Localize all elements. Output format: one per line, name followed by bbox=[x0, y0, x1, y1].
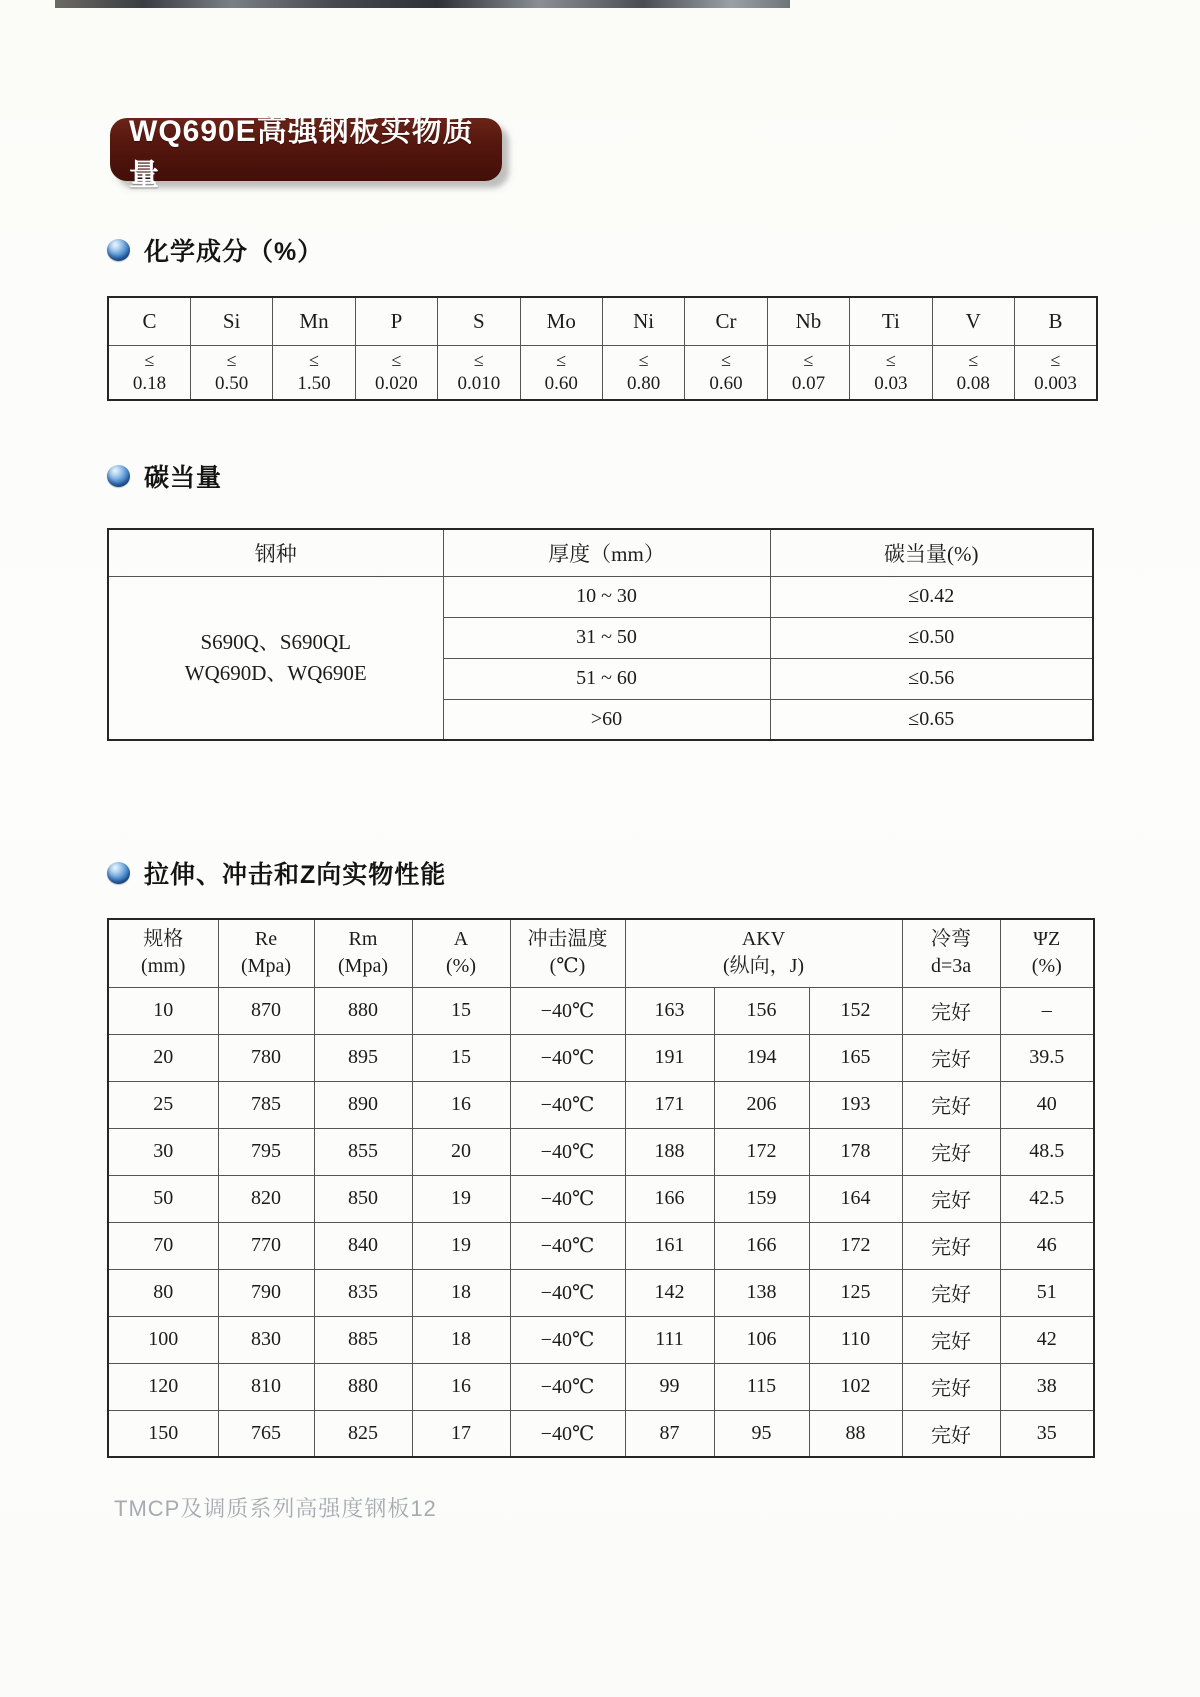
cell: −40℃ bbox=[510, 1081, 625, 1128]
cell: 171 bbox=[625, 1081, 714, 1128]
cev-cell: ≤0.56 bbox=[770, 658, 1093, 699]
cell: −40℃ bbox=[510, 1222, 625, 1269]
element-symbol: Ti bbox=[850, 297, 932, 345]
header-line: 规格 bbox=[143, 928, 184, 951]
cell: 855 bbox=[314, 1128, 412, 1175]
table-row bbox=[108, 1175, 1094, 1222]
cell: 825 bbox=[314, 1410, 412, 1457]
limit-value: 0.003 bbox=[1034, 372, 1077, 394]
table-header-row bbox=[108, 919, 1094, 987]
cell: 42 bbox=[1000, 1316, 1094, 1363]
cell: 100 bbox=[108, 1316, 218, 1363]
leq-symbol: ≤ bbox=[803, 350, 814, 371]
cell: 790 bbox=[218, 1269, 314, 1316]
leq-symbol: ≤ bbox=[309, 350, 319, 371]
element-symbol: Mn bbox=[273, 297, 355, 345]
cell: 87 bbox=[625, 1410, 714, 1457]
element-symbol: Nb bbox=[767, 297, 849, 345]
column-header bbox=[510, 919, 625, 987]
cell: 40 bbox=[1000, 1081, 1094, 1128]
limit-value: 1.50 bbox=[297, 372, 331, 394]
element-symbol: P bbox=[355, 297, 437, 345]
leq-symbol: ≤ bbox=[1050, 350, 1061, 371]
table-row bbox=[108, 1034, 1094, 1081]
table-header-row bbox=[108, 297, 1097, 345]
cell: 164 bbox=[809, 1175, 902, 1222]
cell: 810 bbox=[218, 1363, 314, 1410]
limit-value: 0.18 bbox=[132, 372, 167, 394]
cev-cell: ≤0.50 bbox=[770, 617, 1093, 658]
cell: 795 bbox=[218, 1128, 314, 1175]
header-line: Re bbox=[254, 928, 278, 951]
cell: −40℃ bbox=[510, 1175, 625, 1222]
limit-value: 0.010 bbox=[457, 372, 501, 394]
leq-symbol: ≤ bbox=[556, 350, 567, 371]
limit-cell bbox=[273, 345, 355, 400]
cell: 完好 bbox=[902, 1222, 1000, 1269]
header-line: (%) bbox=[1031, 955, 1062, 978]
table-row bbox=[108, 1128, 1094, 1175]
column-header: 钢种 bbox=[108, 529, 443, 576]
leq-symbol: ≤ bbox=[968, 350, 979, 371]
cell: 163 bbox=[625, 987, 714, 1034]
limit-cell bbox=[602, 345, 684, 400]
limit-value: 0.07 bbox=[791, 372, 826, 394]
cell: 770 bbox=[218, 1222, 314, 1269]
column-header bbox=[1000, 919, 1094, 987]
blue-sphere-bullet-icon bbox=[107, 239, 130, 261]
cell: 完好 bbox=[902, 1175, 1000, 1222]
cell: 51 bbox=[1000, 1269, 1094, 1316]
steel-grades-line: WQ690D、WQ690E bbox=[184, 660, 367, 685]
limit-cell bbox=[520, 345, 602, 400]
page-edge-scan-strip bbox=[55, 0, 790, 8]
cell: 830 bbox=[218, 1316, 314, 1363]
cell: 50 bbox=[108, 1175, 218, 1222]
header-line: (mm) bbox=[141, 955, 186, 978]
header-line: 冷弯 bbox=[931, 928, 972, 951]
table-row bbox=[108, 1269, 1094, 1316]
steel-grades-cell bbox=[108, 576, 443, 740]
cell: 39.5 bbox=[1000, 1034, 1094, 1081]
header-line: (纵向，J) bbox=[722, 955, 805, 978]
leq-symbol: ≤ bbox=[721, 350, 731, 371]
section-title-carbon-equivalent: 碳当量 bbox=[144, 464, 223, 492]
cell: 820 bbox=[218, 1175, 314, 1222]
header-line: (Mpa) bbox=[241, 955, 291, 978]
cell: 885 bbox=[314, 1316, 412, 1363]
cell: 110 bbox=[809, 1316, 902, 1363]
header-line: 冲击温度 bbox=[527, 928, 608, 951]
section-header-carbon-equivalent bbox=[107, 458, 222, 494]
element-symbol: S bbox=[438, 297, 520, 345]
header-line: Rm bbox=[348, 928, 378, 951]
cell: 95 bbox=[714, 1410, 809, 1457]
cell: 35 bbox=[1000, 1410, 1094, 1457]
column-header bbox=[412, 919, 510, 987]
cell: 165 bbox=[809, 1034, 902, 1081]
leq-symbol: ≤ bbox=[226, 350, 237, 371]
cell: 880 bbox=[314, 987, 412, 1034]
limit-cell bbox=[932, 345, 1014, 400]
cell: 880 bbox=[314, 1363, 412, 1410]
cev-cell: ≤0.42 bbox=[770, 576, 1093, 617]
header-line: (℃) bbox=[549, 955, 586, 978]
section-title-chemistry: 化学成分（%） bbox=[144, 238, 324, 266]
cell: 161 bbox=[625, 1222, 714, 1269]
column-header bbox=[314, 919, 412, 987]
cell: 115 bbox=[714, 1363, 809, 1410]
header-line: d=3a bbox=[930, 955, 972, 978]
section-header-mechanical bbox=[107, 855, 446, 891]
cell: 785 bbox=[218, 1081, 314, 1128]
title-banner bbox=[110, 114, 502, 192]
limit-cell bbox=[438, 345, 520, 400]
cell: 106 bbox=[714, 1316, 809, 1363]
cell: 15 bbox=[412, 987, 510, 1034]
limit-cell bbox=[850, 345, 932, 400]
cell: 10 bbox=[108, 987, 218, 1034]
cell: 完好 bbox=[902, 1269, 1000, 1316]
element-symbol: C bbox=[108, 297, 190, 345]
table-row bbox=[108, 1222, 1094, 1269]
cell: 840 bbox=[314, 1222, 412, 1269]
cell: 120 bbox=[108, 1363, 218, 1410]
cell: 完好 bbox=[902, 987, 1000, 1034]
header-line: AKV bbox=[741, 928, 786, 951]
cell: 166 bbox=[714, 1222, 809, 1269]
element-symbol: Ni bbox=[602, 297, 684, 345]
leq-symbol: ≤ bbox=[391, 350, 402, 371]
cell: 19 bbox=[412, 1175, 510, 1222]
cell: 16 bbox=[412, 1081, 510, 1128]
cell: 150 bbox=[108, 1410, 218, 1457]
cell: 完好 bbox=[902, 1128, 1000, 1175]
cell: 完好 bbox=[902, 1034, 1000, 1081]
cell: 125 bbox=[809, 1269, 902, 1316]
cell: 完好 bbox=[902, 1410, 1000, 1457]
cell: 完好 bbox=[902, 1316, 1000, 1363]
column-header bbox=[902, 919, 1000, 987]
element-symbol: Cr bbox=[685, 297, 767, 345]
cell: 895 bbox=[314, 1034, 412, 1081]
cell: 18 bbox=[412, 1316, 510, 1363]
table-row bbox=[108, 987, 1094, 1034]
column-header: 碳当量(%) bbox=[770, 529, 1093, 576]
cell: 16 bbox=[412, 1363, 510, 1410]
limit-value: 0.80 bbox=[627, 372, 661, 394]
limit-value: 0.020 bbox=[375, 372, 418, 394]
limit-value: 0.50 bbox=[214, 372, 249, 394]
section-header-chemistry bbox=[107, 232, 323, 268]
column-header: 厚度（mm） bbox=[443, 529, 770, 576]
thickness-cell: >60 bbox=[443, 699, 770, 740]
blue-sphere-bullet-icon bbox=[107, 862, 130, 884]
cell: 765 bbox=[218, 1410, 314, 1457]
element-symbol: Si bbox=[190, 297, 272, 345]
cell: 102 bbox=[809, 1363, 902, 1410]
limit-cell bbox=[190, 345, 272, 400]
cev-cell: ≤0.65 bbox=[770, 699, 1093, 740]
limit-value: 0.08 bbox=[956, 372, 990, 394]
cell: −40℃ bbox=[510, 1128, 625, 1175]
cell: 111 bbox=[625, 1316, 714, 1363]
leq-symbol: ≤ bbox=[144, 350, 155, 371]
cell: 870 bbox=[218, 987, 314, 1034]
cell: 15 bbox=[412, 1034, 510, 1081]
cell: 38 bbox=[1000, 1363, 1094, 1410]
cell: 206 bbox=[714, 1081, 809, 1128]
limit-cell bbox=[1014, 345, 1097, 400]
cell: 20 bbox=[108, 1034, 218, 1081]
cell: 172 bbox=[809, 1222, 902, 1269]
cell: 890 bbox=[314, 1081, 412, 1128]
cell: 850 bbox=[314, 1175, 412, 1222]
page-title: WQ690E高强钢板实物质量 bbox=[129, 114, 474, 192]
table-row bbox=[108, 1410, 1094, 1457]
column-header bbox=[108, 919, 218, 987]
cell: −40℃ bbox=[510, 1269, 625, 1316]
cell: −40℃ bbox=[510, 1410, 625, 1457]
cell: −40℃ bbox=[510, 1316, 625, 1363]
cell: 142 bbox=[625, 1269, 714, 1316]
cell: −40℃ bbox=[510, 1363, 625, 1410]
cell: 99 bbox=[625, 1363, 714, 1410]
limit-cell bbox=[685, 345, 767, 400]
limit-value: 0.60 bbox=[544, 372, 578, 394]
cell: 152 bbox=[809, 987, 902, 1034]
cell: 835 bbox=[314, 1269, 412, 1316]
limit-cell bbox=[355, 345, 437, 400]
cell: 70 bbox=[108, 1222, 218, 1269]
cell: 19 bbox=[412, 1222, 510, 1269]
cell: 25 bbox=[108, 1081, 218, 1128]
thickness-cell: 51 ~ 60 bbox=[443, 658, 770, 699]
column-header bbox=[218, 919, 314, 987]
cell: 188 bbox=[625, 1128, 714, 1175]
cell: 88 bbox=[809, 1410, 902, 1457]
cell: 780 bbox=[218, 1034, 314, 1081]
cell: 42.5 bbox=[1000, 1175, 1094, 1222]
cell: 166 bbox=[625, 1175, 714, 1222]
carbon-equivalent-table bbox=[107, 528, 1094, 741]
header-line: (%) bbox=[446, 955, 476, 978]
cell: 46 bbox=[1000, 1222, 1094, 1269]
limit-cell bbox=[108, 345, 190, 400]
cell: 完好 bbox=[902, 1363, 1000, 1410]
chemical-composition-table bbox=[107, 296, 1098, 401]
cell: 30 bbox=[108, 1128, 218, 1175]
header-line: A bbox=[453, 928, 469, 951]
cell: 48.5 bbox=[1000, 1128, 1094, 1175]
cell: 172 bbox=[714, 1128, 809, 1175]
table-header-row bbox=[108, 529, 1093, 576]
cell: – bbox=[1000, 987, 1094, 1034]
table-row bbox=[108, 1363, 1094, 1410]
cell: 159 bbox=[714, 1175, 809, 1222]
cell: 191 bbox=[625, 1034, 714, 1081]
header-line: ΨZ bbox=[1033, 928, 1061, 951]
table-row bbox=[108, 345, 1097, 400]
element-symbol: V bbox=[932, 297, 1014, 345]
thickness-cell: 31 ~ 50 bbox=[443, 617, 770, 658]
leq-symbol: ≤ bbox=[638, 350, 649, 371]
cell: −40℃ bbox=[510, 1034, 625, 1081]
cell: 178 bbox=[809, 1128, 902, 1175]
header-line: (Mpa) bbox=[338, 955, 388, 978]
cell: 194 bbox=[714, 1034, 809, 1081]
element-symbol: Mo bbox=[520, 297, 602, 345]
steel-grades-line: S690Q、S690QL bbox=[200, 630, 352, 655]
section-title-mechanical: 拉伸、冲击和Z向实物性能 bbox=[144, 861, 447, 889]
element-symbol: B bbox=[1014, 297, 1097, 345]
limit-value: 0.60 bbox=[709, 372, 743, 394]
thickness-cell: 10 ~ 30 bbox=[443, 576, 770, 617]
limit-cell bbox=[767, 345, 849, 400]
cell: 17 bbox=[412, 1410, 510, 1457]
cell: −40℃ bbox=[510, 987, 625, 1034]
column-header-akv bbox=[625, 919, 902, 987]
leq-symbol: ≤ bbox=[885, 350, 896, 371]
cell: 18 bbox=[412, 1269, 510, 1316]
leq-symbol: ≤ bbox=[473, 350, 484, 371]
limit-value: 0.03 bbox=[874, 372, 908, 394]
blue-sphere-bullet-icon bbox=[107, 465, 130, 487]
cell: 156 bbox=[714, 987, 809, 1034]
table-row bbox=[108, 1316, 1094, 1363]
cell: 138 bbox=[714, 1269, 809, 1316]
cell: 80 bbox=[108, 1269, 218, 1316]
cell: 完好 bbox=[902, 1081, 1000, 1128]
cell: 193 bbox=[809, 1081, 902, 1128]
mechanical-properties-table bbox=[107, 918, 1095, 1458]
page-footer: TMCP及调质系列高强度钢板12 bbox=[114, 1496, 437, 1521]
table-row bbox=[108, 1081, 1094, 1128]
table-row bbox=[108, 576, 1093, 617]
cell: 20 bbox=[412, 1128, 510, 1175]
